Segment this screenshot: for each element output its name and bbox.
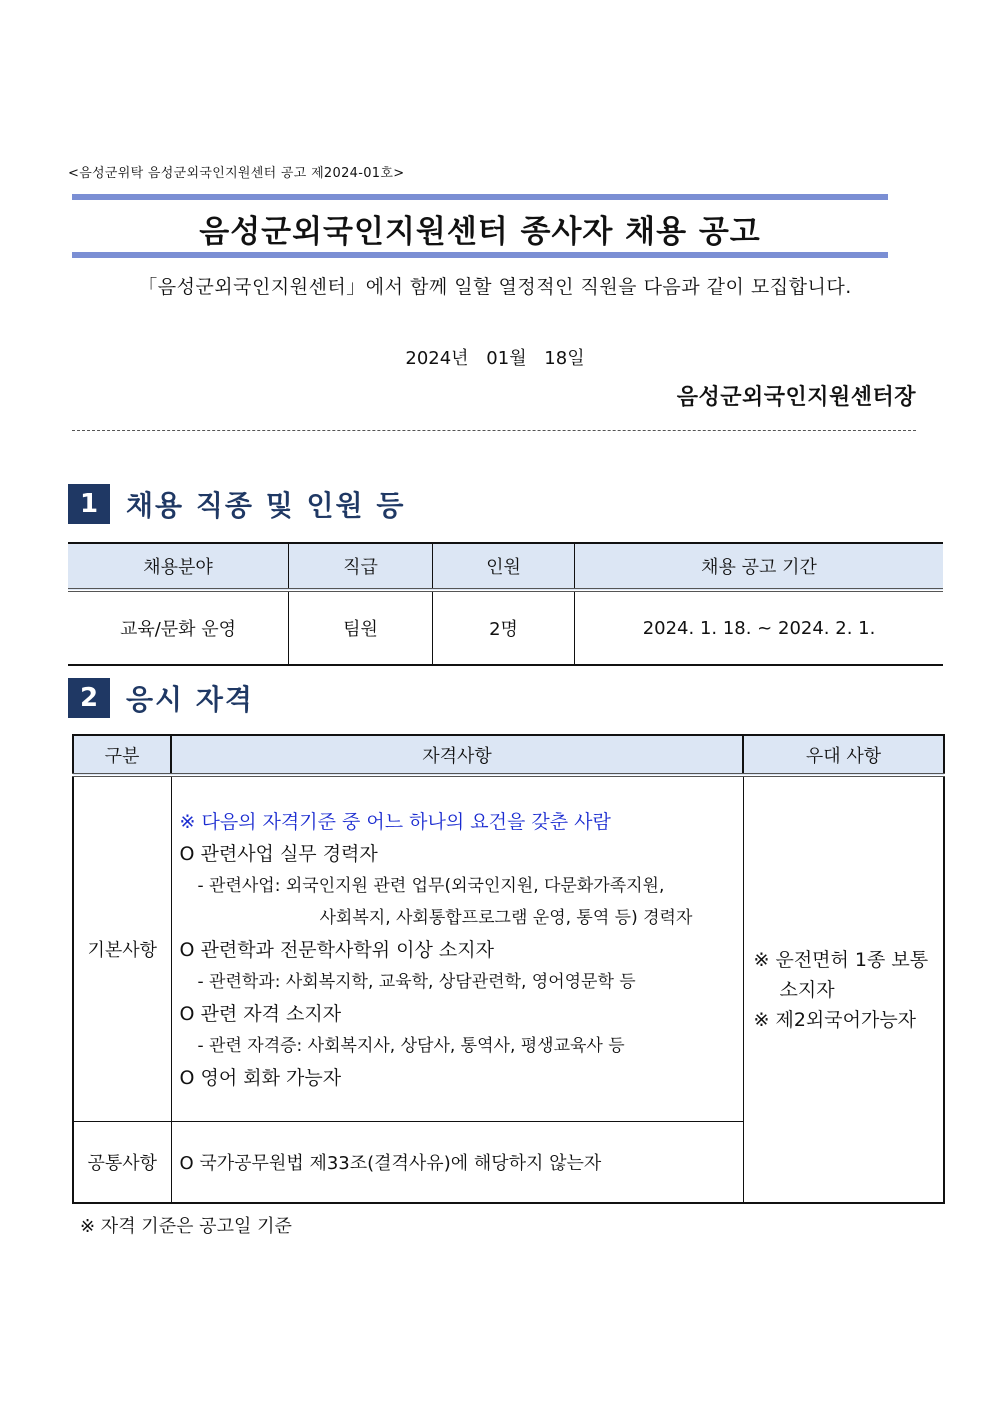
preference-item: ※ 제2외국어가능자: [753, 1008, 917, 1031]
basic-qualifications: [171, 775, 743, 1121]
section2-heading: [68, 678, 254, 718]
header-count: 인원: [433, 543, 575, 590]
table-row: [73, 775, 944, 1121]
notice-number: <음성군위탁 음성군외국인지원센터 공고 제2024-01호>: [68, 166, 405, 181]
qualification-detail: - 관련 자격증: 사회복지사, 상담사, 통역사, 평생교육사 등: [197, 1035, 625, 1056]
section1-heading: [68, 484, 405, 524]
footnote: ※ 자격 기준은 공고일 기준: [80, 1216, 292, 1237]
qualification-detail: - 관련학과: 사회복지학, 교육학, 상담관련학, 영어영문학 등: [197, 971, 636, 992]
signatory: 음성군외국인지원센터장: [676, 385, 916, 410]
recruitment-table: [68, 542, 943, 666]
cell-rank: 팀원: [289, 590, 433, 665]
qualification-detail: 사회복지, 사회통합프로그램 운영, 통역 등) 경력자: [319, 907, 693, 928]
preference-cell: [743, 775, 944, 1203]
header-rank: 직급: [289, 543, 433, 590]
qualification-table: [72, 734, 945, 1204]
section1-title: 채용 직종 및 인원 등: [126, 489, 406, 522]
header-category: 구분: [73, 735, 171, 775]
basic-label: 기본사항: [73, 775, 171, 1121]
preference-item: ※ 운전면허 1종 보통: [753, 948, 929, 971]
page-title: 음성군외국인지원센터 종사자 채용 공고: [199, 214, 761, 250]
header-field: 채용분야: [68, 543, 289, 590]
qualification-item: O 관련학과 전문학사학위 이상 소지자: [179, 938, 494, 961]
section2-number: 2: [68, 678, 110, 718]
cell-period: 2024. 1. 18. ~ 2024. 2. 1.: [575, 590, 944, 665]
section1-number: 1: [68, 484, 110, 524]
title-bottom-bar: [72, 252, 888, 258]
intro-text: 「음성군외국인지원센터」에서 함께 일할 열정적인 직원을 다음과 같이 모집합니다.: [138, 276, 852, 298]
header-qualification: 자격사항: [171, 735, 743, 775]
table-row: [68, 590, 943, 665]
common-label: 공통사항: [73, 1121, 171, 1203]
common-qualification: O 국가공무원법 제33조(결격사유)에 해당하지 않는자: [171, 1121, 743, 1203]
notice-date: 2024년 01월 18일: [405, 348, 585, 369]
title-top-bar: [72, 194, 888, 200]
cell-count: 2명: [433, 590, 575, 665]
qualification-item: O 관련사업 실무 경력자: [179, 842, 378, 865]
header-preference: 우대 사항: [743, 735, 944, 775]
header-period: 채용 공고 기간: [575, 543, 944, 590]
criteria-note: ※ 다음의 자격기준 중 어느 하나의 요건을 갖춘 사람: [179, 810, 611, 833]
qualification-item: O 관련 자격 소지자: [179, 1002, 342, 1025]
qualification-detail: - 관련사업: 외국인지원 관련 업무(외국인지원, 다문화가족지원,: [197, 875, 665, 896]
divider: [72, 430, 916, 431]
preference-item-cont: 소지자: [779, 978, 835, 1001]
cell-field: 교육/문화 운영: [68, 590, 289, 665]
qualification-item: O 영어 회화 가능자: [179, 1066, 342, 1089]
section2-title: 응시 자격: [126, 683, 254, 716]
